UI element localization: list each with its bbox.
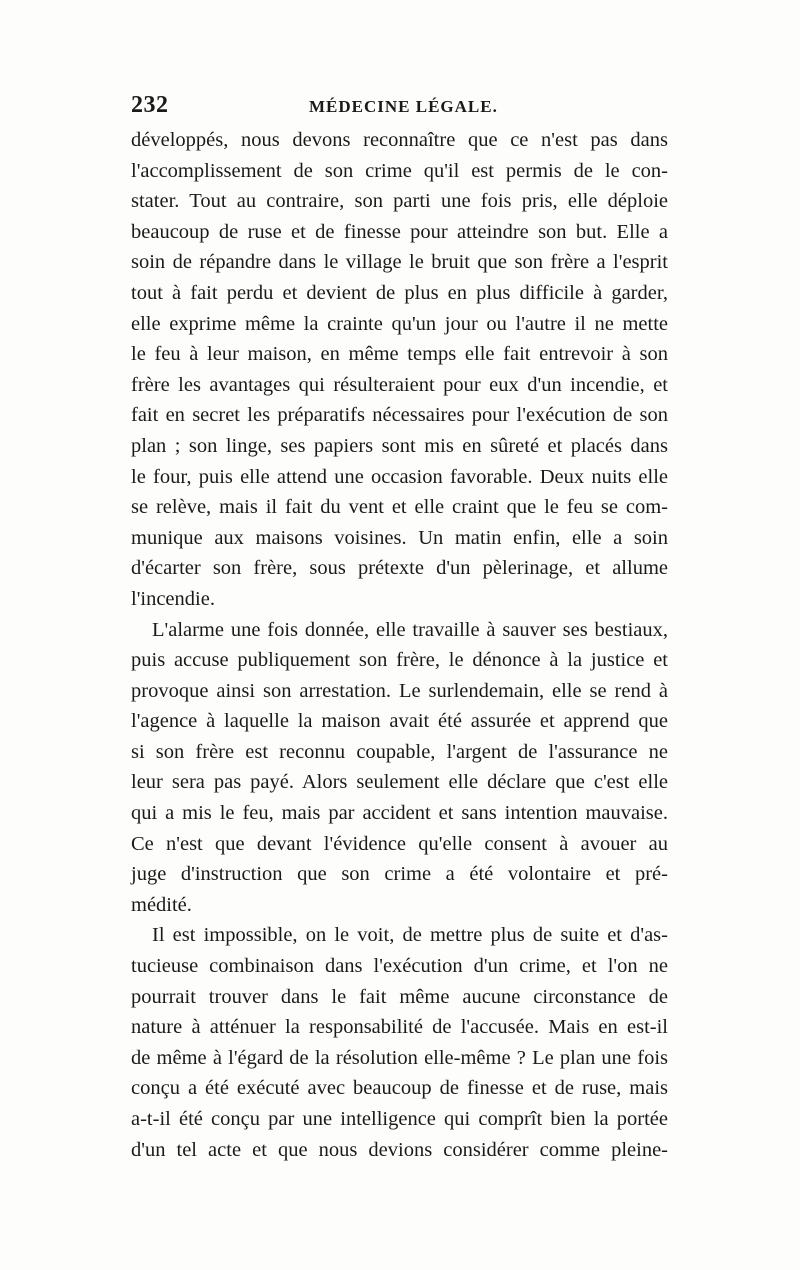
text-line: stater. Tout au contraire, son parti une fois pris, elle déploie <box>131 190 668 213</box>
text-line: qui a mis le feu, mais par accident et sans intention mauvaise. <box>131 802 668 825</box>
text-line: se relève, mais il fait du vent et elle craint que le feu se com- <box>131 496 668 519</box>
text-line: le feu à leur maison, en même temps elle fait entrevoir à son <box>131 343 668 366</box>
text-line: nature à atténuer la responsabilité de l'accusée. Mais en est-il <box>131 1016 668 1039</box>
paragraph-start-line: Il est impossible, on le voit, de mettre plus de suite et d'as- <box>152 924 668 947</box>
text-line: pourrait trouver dans le fait même aucune circonstance de <box>131 985 668 1008</box>
text-line: munique aux maisons voisines. Un matin enfin, elle a soin <box>131 526 668 549</box>
text-line: conçu a été exécuté avec beaucoup de finesse et de ruse, mais <box>131 1077 668 1100</box>
text-line: elle exprime même la crainte qu'un jour ou l'autre il ne mette <box>131 312 668 335</box>
text-line: Ce n'est que devant l'évidence qu'elle consent à avouer au <box>131 832 668 855</box>
paragraph-start-line: L'alarme une fois donnée, elle travaille à sauver ses bestiaux, <box>152 618 668 641</box>
text-line: provoque ainsi son arrestation. Le surlendemain, elle se rend à <box>131 679 668 702</box>
text-line: le four, puis elle attend une occasion favorable. Deux nuits elle <box>131 465 668 488</box>
text-line: juge d'instruction que son crime a été volontaire et pré- <box>131 863 668 886</box>
text-line: l'agence à laquelle la maison avait été assurée et apprend que <box>131 710 668 733</box>
text-line: a-t-il été conçu par une intelligence qui comprît bien la portée <box>131 1108 668 1130</box>
text-line: leur sera pas payé. Alors seulement elle déclare que c'est elle <box>131 771 668 794</box>
text-line: soin de répandre dans le village le bruit que son frère a l'esprit <box>131 251 668 274</box>
body-text <box>131 125 668 1165</box>
text-line: frère les avantages qui résulteraient pour eux d'un incendie, et <box>131 373 668 396</box>
page-number: 232 <box>131 92 169 118</box>
text-line: plan ; son linge, ses papiers sont mis en sûreté et placés dans <box>131 434 668 457</box>
text-line: d'écarter son frère, sous prétexte d'un pèlerinage, et allume <box>131 557 668 580</box>
page-header <box>131 92 668 122</box>
text-line: de même à l'égard de la résolution elle-même ? Le plan une fois <box>131 1046 668 1069</box>
paragraph-end-line: médité. <box>131 893 192 916</box>
paragraph-end-line: l'incendie. <box>131 587 215 610</box>
text-line: tout à fait perdu et devient de plus en plus difficile à garder, <box>131 281 668 304</box>
text-line: si son frère est reconnu coupable, l'argent de l'assurance ne <box>131 740 668 763</box>
text-line: développés, nous devons reconnaître que ce n'est pas dans <box>131 129 668 151</box>
text-line: fait en secret les préparatifs nécessaires pour l'exécution de son <box>131 404 668 427</box>
text-line: tucieuse combinaison dans l'exécution d'un crime, et l'on ne <box>131 955 668 978</box>
text-line: d'un tel acte et que nous devions considérer comme pleine- <box>131 1138 668 1161</box>
text-line: beaucoup de ruse et de finesse pour atteindre son but. Elle a <box>131 220 668 243</box>
text-line: l'accomplissement de son crime qu'il est permis de le con- <box>131 159 668 182</box>
running-title: MÉDECINE LÉGALE. <box>309 97 498 116</box>
text-line: puis accuse publiquement son frère, le dénonce à la justice et <box>131 649 668 672</box>
